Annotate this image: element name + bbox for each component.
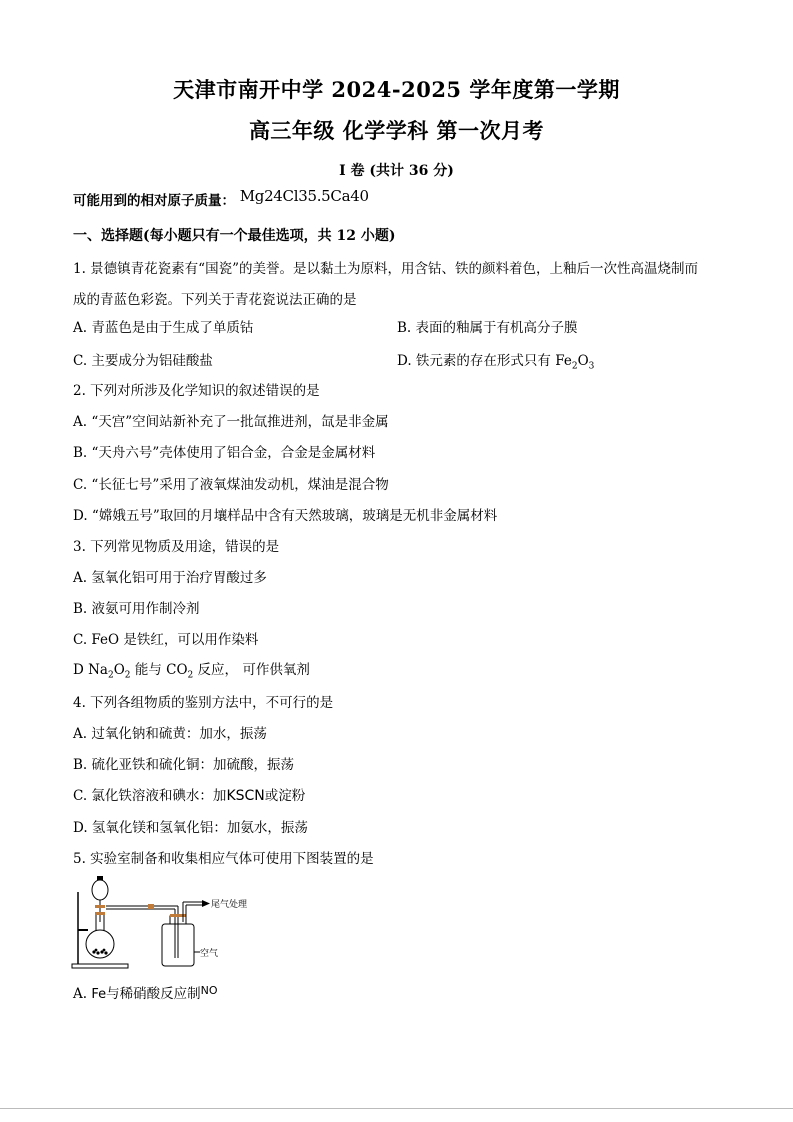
q5-option-a-text: 与稀硝酸反应制 xyxy=(106,986,201,1002)
section-header: I 卷 (共计 36 分) xyxy=(339,163,454,179)
q5-option-a-text: A. xyxy=(73,986,92,1002)
q3-option-d-text: D Na xyxy=(73,662,108,678)
round-flask xyxy=(86,930,114,958)
q2-stem: 2. 下列对所涉及化学知识的叙述错误的是 xyxy=(73,383,320,399)
q3-option-a: A. 氢氧化铝可用于治疗胃酸过多 xyxy=(73,570,267,586)
q4-option-a: A. 过氧化钠和硫黄：加水，振荡 xyxy=(73,726,267,742)
q1-option-d xyxy=(397,349,594,372)
q4-option-c-text: 或淀粉 xyxy=(264,788,306,804)
subscript: 2 xyxy=(107,670,114,681)
q1-option-c: C. 主要成分为铝硅酸盐 xyxy=(73,353,213,369)
atomic-mass-line xyxy=(73,189,369,209)
q1-stem-line2: 成的青蓝色彩瓷。下列关于青花瓷说法正确的是 xyxy=(73,292,357,308)
exam-subtitle: 高三年级 化学学科 第一次月考 xyxy=(248,118,545,143)
q3-option-b: B. 液氨可用作制冷剂 xyxy=(73,601,200,617)
separatory-funnel xyxy=(92,880,108,900)
q4-option-b: B. 硫化亚铁和硫化铜：加硫酸，振荡 xyxy=(73,757,295,773)
subscript: 2 xyxy=(187,670,194,681)
q1-option-d-text: D. 铁元素的存在形式只有 Fe xyxy=(397,353,572,369)
q2-option-d: D. “嫦娥五号”取回的月壤样品中含有天然玻璃，玻璃是无机非金属材料 xyxy=(73,508,498,524)
q2-option-b: B. “天舟六号”壳体使用了铝合金，合金是金属材料 xyxy=(73,445,376,461)
arrow-right-icon xyxy=(202,900,210,907)
q1-option-d-text: O xyxy=(577,353,589,369)
atomic-mass-label: 可能用到的相对原子质量： xyxy=(73,193,235,209)
page-bottom-rule xyxy=(0,1108,793,1109)
solid-reagent xyxy=(92,949,107,955)
q4-stem: 4. 下列各组物质的鉴别方法中，不可行的是 xyxy=(73,695,334,711)
subscript: 3 xyxy=(588,361,595,372)
part1-heading: 一、选择题(每小题只有一个最佳选项，共 12 小题) xyxy=(73,228,396,244)
q1-option-b: B. 表面的釉属于有机高分子膜 xyxy=(397,320,578,336)
atomic-mass-values: Mg24Cl35.5Ca40 xyxy=(239,187,369,205)
q4-option-c xyxy=(73,784,305,804)
subscript: 2 xyxy=(571,361,578,372)
air-label: 空气 xyxy=(200,949,219,959)
q5-stem: 5. 实验室制备和收集相应气体可使用下图装置的是 xyxy=(73,851,374,867)
q5-option-a xyxy=(73,982,218,1002)
q3-option-d-text: 能与 CO xyxy=(130,662,188,678)
exam-title: 天津市南开中学 2024-2025 学年度第一学期 xyxy=(173,77,620,102)
formula-fe: Fe xyxy=(91,987,107,1002)
q1-option-a: A. 青蓝色是由于生成了单质钴 xyxy=(73,320,254,336)
reagent-kscn: KSCN xyxy=(226,788,265,804)
q3-option-c: C. FeO 是铁红，可以用作染料 xyxy=(73,632,259,648)
q3-option-d-text: O xyxy=(113,662,125,678)
q1-stem-line1: 1. 景德镇青花瓷素有“国瓷”的美誉。是以黏土为原料，用含钴、铁的颜料着色，上釉后一次性高温烧制而 xyxy=(73,261,698,277)
q2-option-c: C. “长征七号”采用了液氧煤油发动机，煤油是混合物 xyxy=(73,477,389,493)
q3-option-d-text: 反应， 可作供氧剂 xyxy=(193,662,310,678)
gas-apparatus-diagram xyxy=(70,872,260,972)
stand-base xyxy=(72,964,128,968)
formula-no: NO xyxy=(200,984,218,997)
q3-option-d xyxy=(73,658,310,681)
tail-gas-label: 尾气处理 xyxy=(211,900,248,910)
q2-option-a: A. “天宫”空间站新补充了一批氙推进剂，氙是非金属 xyxy=(73,414,389,430)
q3-stem: 3. 下列常见物质及用途，错误的是 xyxy=(73,539,280,555)
q4-option-d: D. 氢氧化镁和氢氧化铝：加氨水，振荡 xyxy=(73,820,308,836)
subscript: 2 xyxy=(124,670,131,681)
q4-option-c-text: C. 氯化铁溶液和碘水：加 xyxy=(73,788,227,804)
